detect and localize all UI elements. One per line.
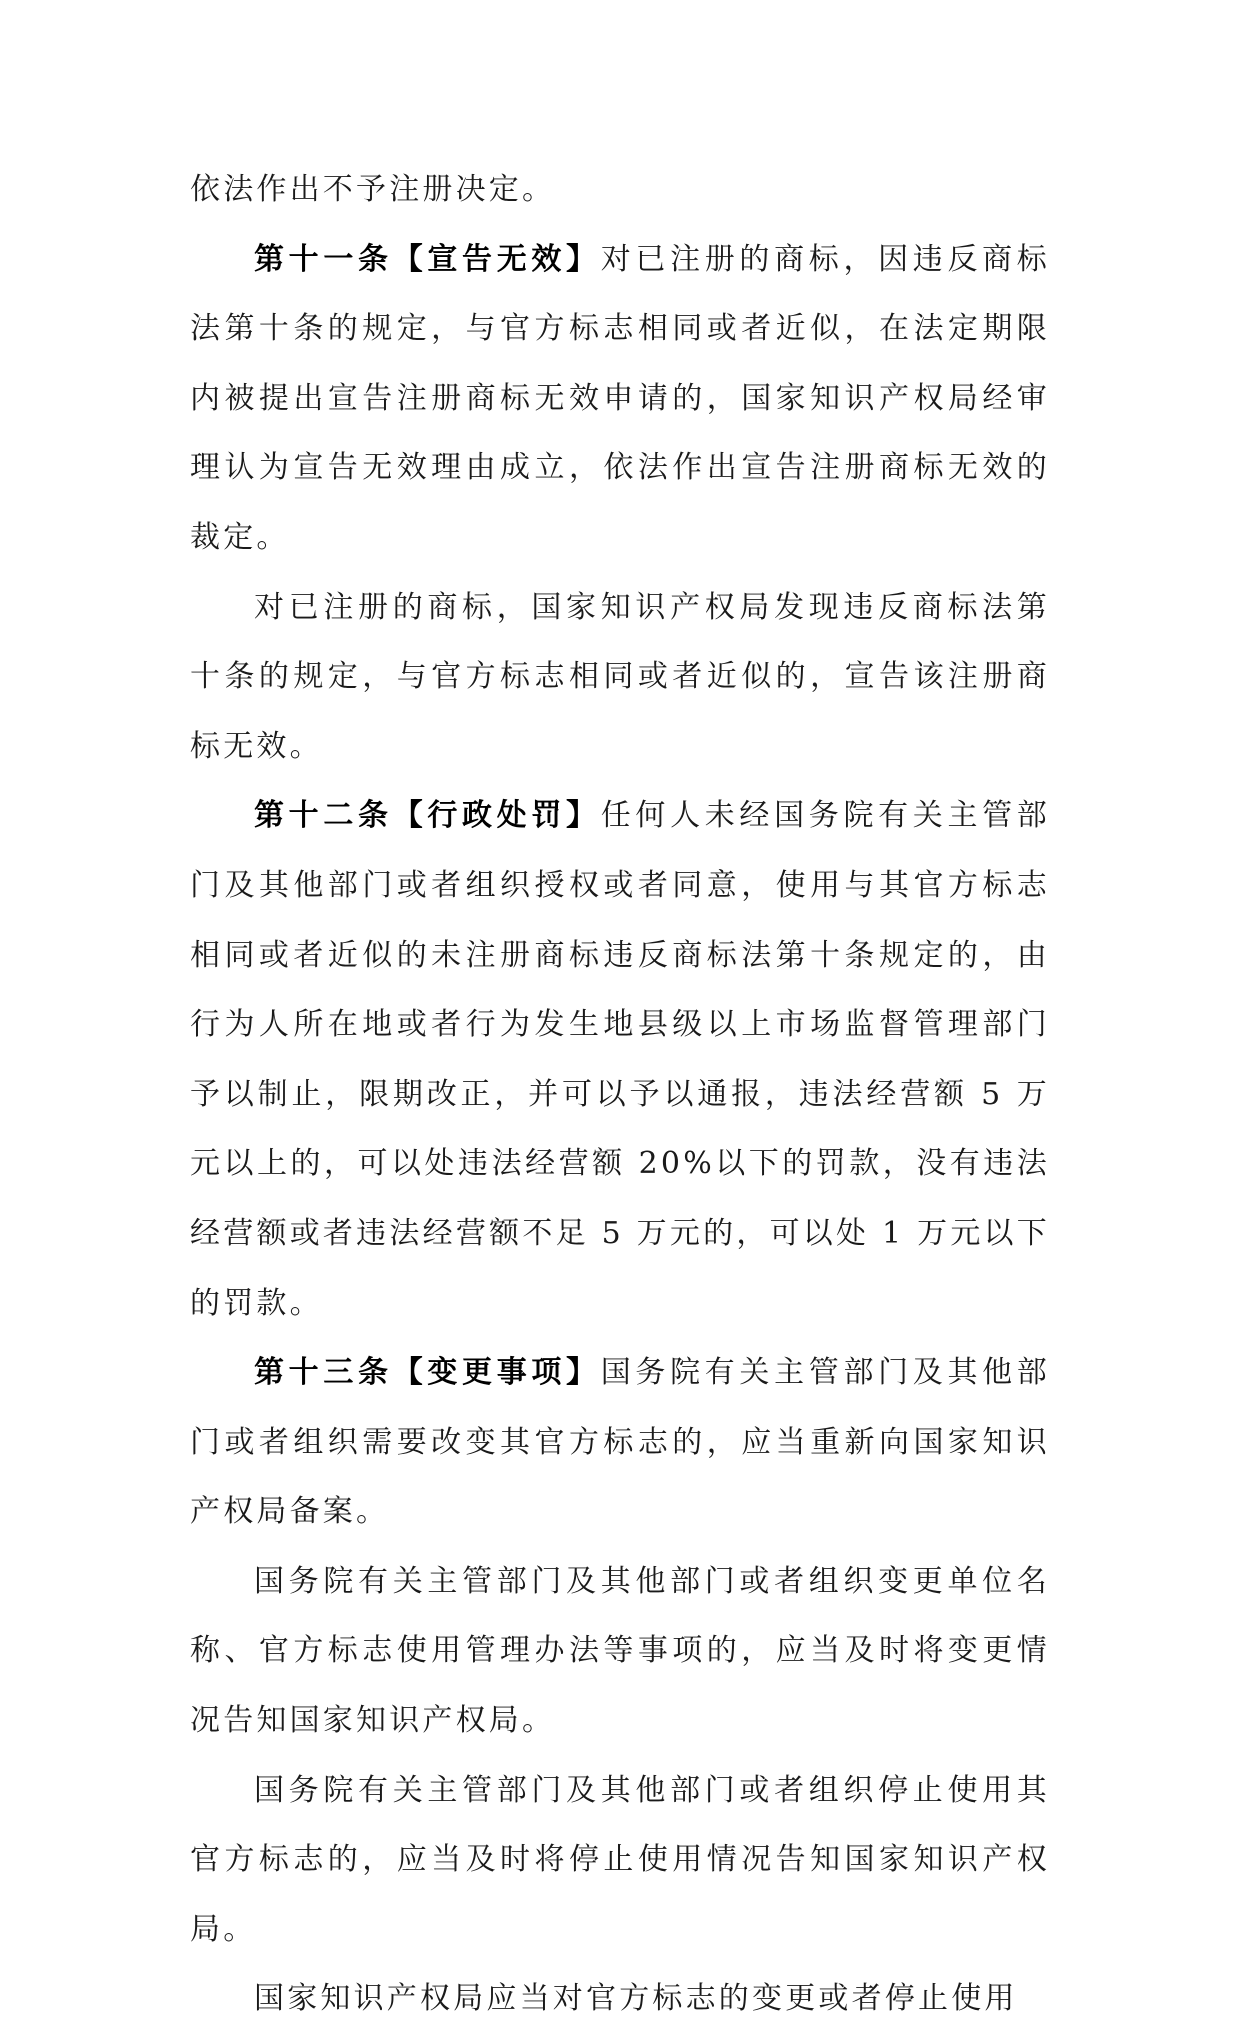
article-11-paragraph-2 [190,573,1050,782]
article-12-heading: 第十二条【行政处罚】 [254,798,601,834]
article-12-paragraph [190,781,1050,1338]
article-11-paragraph [190,225,1050,573]
article-13-paragraph-2 [190,1547,1050,1756]
article-13-paragraph-4 [190,1964,1050,2034]
article-13-paragraph-3 [190,1756,1050,1965]
paragraph-text: 国家知识产权局应当对官方标志的变更或者停止使用 [254,1981,1018,2017]
article-11-text: 对已注册的商标，因违反商标法第十条的规定，与官方标志相同或者近似，在法定期限内被提出宣告注册商标无效申请的，国家知识产权局经审理认为宣告无效理由成立，依法作出宣告注册商标无效的裁定。 [190,241,1051,555]
article-13-heading: 第十三条【变更事项】 [254,1355,601,1391]
article-13-text: 国务院有关主管部门及其他部门或者组织需要改变其官方标志的，应当重新向国家知识产权局备案。 [190,1355,1051,1530]
article-13-paragraph [190,1338,1050,1547]
paragraph-text: 对已注册的商标，国家知识产权局发现违反商标法第十条的规定，与官方标志相同或者近似的，宣告该注册商标无效。 [190,589,1050,764]
document-body [190,155,1050,2034]
article-11-heading: 第十一条【宣告无效】 [254,241,601,277]
article-12-text: 任何人未经国务院有关主管部门及其他部门或者组织授权或者同意，使用与其官方标志相同或者近似的未注册商标违反商标法第十条规定的，由行为人所在地或者行为发生地县级以上市场监督管理部门予以制止，限期改正，并可以予以通报，违法经营额 5 万元以上的，可以处违法经营额 20%以下的罚款，没有违法经营额或者违法经营额不足 5 万元的，可以处 1 万元以下的罚款。 [190,798,1051,1321]
paragraph-text: 国务院有关主管部门及其他部门或者组织变更单位名称、官方标志使用管理办法等事项的，应当及时将变更情况告知国家知识产权局。 [190,1563,1050,1739]
paragraph-continuation [190,155,1050,225]
paragraph-text: 依法作出不予注册决定。 [190,172,556,207]
paragraph-text: 国务院有关主管部门及其他部门或者组织停止使用其官方标志的，应当及时将停止使用情况告知国家知识产权局。 [190,1772,1050,1947]
